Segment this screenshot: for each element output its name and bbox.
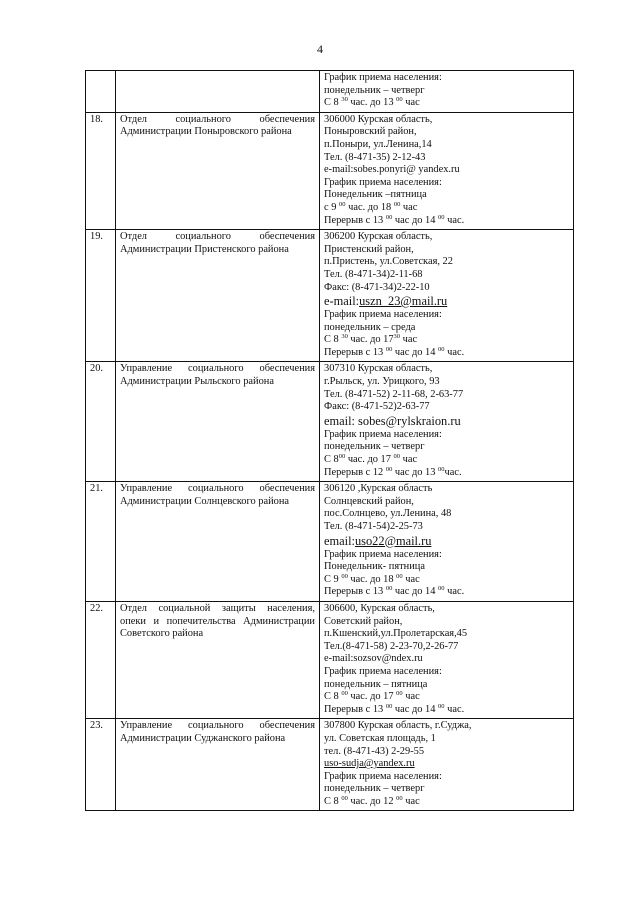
- table-row: [86, 719, 574, 811]
- contact-line: понедельник – пятница: [324, 678, 428, 690]
- row-number: 18.: [86, 112, 116, 229]
- contact-line: График приема населения:: [324, 428, 442, 440]
- registry-rows: [86, 71, 574, 811]
- contact-line: e-mail:sozsov@ndex.ru: [324, 653, 423, 665]
- contact-info: [320, 482, 574, 602]
- row-number: 23.: [86, 719, 116, 811]
- contact-line: ул. Советская площадь, 1: [324, 732, 436, 744]
- contact-line: С $8^{00}$ час. до 17 $^{00}$ час: [324, 453, 418, 466]
- contact-line: Тел. (8-471-35) 2-12-43: [324, 151, 426, 163]
- contact-line: 306200 Курская область,: [324, 231, 433, 243]
- contact-line: С 8 $^{00}$ час. до 12 $^{00}$ час: [324, 794, 420, 807]
- contact-line: График приема населения:: [324, 176, 442, 188]
- row-number: [86, 71, 116, 113]
- contact-line: График приема населения:: [324, 72, 442, 83]
- organization-name: Управление социального обеспечения Администрации Солнцевского района: [116, 482, 320, 602]
- contact-line: п.Поныри, ул.Ленина,14: [324, 138, 432, 150]
- contact-line: С 9 $^{00}$ час. до 18 $^{00}$ час: [324, 572, 420, 585]
- contact-info: [320, 362, 574, 482]
- contact-line: 307800 Курская область, г.Суджа,: [324, 720, 472, 732]
- contact-line: Перерыв с 13 $^{00}$ час до 14 $^{00}$ час.: [324, 702, 465, 715]
- contact-line: Перерыв с 13 $^{00}$ час до 14 $^{00}$ час.: [324, 345, 465, 358]
- contact-line: п.Кшенский,ул.Пролетарская,45: [324, 628, 468, 640]
- table-row: [86, 230, 574, 362]
- organization-name: Отдел социальной защиты населения, опеки и попечительства Администрации Советского района: [116, 601, 320, 718]
- table-row: [86, 71, 574, 113]
- row-number: 19.: [86, 230, 116, 362]
- table-row: [86, 601, 574, 718]
- contact-line: email: sobes@rylskraion.ru: [324, 413, 461, 428]
- page-number: 4: [317, 42, 323, 56]
- contact-line: Перерыв с 13 $^{00}$ час до 14 $^{00}$ час.: [324, 213, 465, 226]
- contact-line: Тел. (8-471-52) 2-11-68, 2-63-77: [324, 388, 464, 400]
- contact-line: 307310 Курская область,: [324, 363, 433, 375]
- contact-line: Советский район,: [324, 615, 403, 627]
- row-number: 21.: [86, 482, 116, 602]
- organization-name: Управление социального обеспечения Администрации Рыльского района: [116, 362, 320, 482]
- contact-line: График приема населения:: [324, 770, 442, 782]
- contact-line: пос.Солнцево, ул.Ленина, 48: [324, 508, 452, 520]
- contact-line: Пристенский район,: [324, 243, 414, 255]
- contact-line: Перерыв с 13 $^{00}$ час до 14 $^{00}$ час.: [324, 585, 465, 598]
- contact-line: e-mail:sobes.ponyri@ yandex.ru: [324, 164, 460, 176]
- contact-line: 306120 ,Курская область: [324, 483, 433, 495]
- row-number: 20.: [86, 362, 116, 482]
- registry-table: [85, 70, 574, 811]
- table-row: [86, 112, 574, 229]
- contact-line: понедельник – четверг: [324, 441, 425, 453]
- contact-info: [320, 71, 574, 113]
- contact-line: uso-sudja@yandex.ru: [324, 758, 415, 770]
- contact-line: тел. (8-471-43) 2-29-55: [324, 745, 425, 757]
- contact-line: Тел.(8-471-58) 2-23-70,2-26-77: [324, 640, 459, 652]
- contact-line: с 9 $^{00}$ час. до 18 $^{00}$ час: [324, 200, 418, 213]
- contact-line: С 8 $^{00}$ час. до 17 $^{00}$ час: [324, 690, 420, 703]
- organization-name: [116, 71, 320, 113]
- contact-line: email:uso22@mail.ru: [324, 533, 432, 548]
- contact-line: Тел. (8-471-34)2-11-68: [324, 268, 423, 280]
- contact-info: [320, 230, 574, 362]
- contact-line: График приема населения:: [324, 548, 442, 560]
- organization-name: Управление социального обеспечения Администрации Суджанского района: [116, 719, 320, 811]
- contact-line: понедельник – четверг: [324, 84, 425, 96]
- contact-line: График приема населения:: [324, 309, 442, 321]
- contact-info: [320, 601, 574, 718]
- contact-line: Понедельник –пятница: [324, 189, 427, 201]
- organization-name: Отдел социального обеспечения Администрации Пристенского района: [116, 230, 320, 362]
- organization-name: Отдел социального обеспечения Администрации Поныровского района: [116, 112, 320, 229]
- contact-info: [320, 112, 574, 229]
- contact-line: Факс: (8-471-34)2-22-10: [324, 281, 430, 293]
- contact-line: График приема населения:: [324, 665, 442, 677]
- table-row: [86, 362, 574, 482]
- contact-line: Понедельник- пятница: [324, 561, 425, 573]
- contact-line: Солнцевский район,: [324, 495, 414, 507]
- contact-line: e-mail:uszn_23@mail.ru: [324, 294, 448, 309]
- contact-line: понедельник – среда: [324, 321, 416, 333]
- contact-line: п.Пристень, ул.Советская, 22: [324, 256, 453, 268]
- contact-info: [320, 719, 574, 811]
- row-number: 22.: [86, 601, 116, 718]
- contact-line: Тел. (8-471-54)2-25-73: [324, 521, 423, 532]
- contact-line: понедельник – четверг: [324, 783, 425, 795]
- contact-line: 306000 Курская область,: [324, 113, 433, 125]
- contact-line: Факс: (8-471-52)2-63-77: [324, 401, 430, 413]
- contact-line: Поныровский район,: [324, 126, 417, 138]
- contact-line: С 8 $^{30}$ час. до $17^{30}$ час: [324, 333, 418, 346]
- table-row: [86, 482, 574, 602]
- contact-line: С 8 $^{30}$ час. до 13 $^{00}$ час: [324, 96, 420, 109]
- contact-line: 306600, Курская область,: [324, 602, 435, 614]
- contact-line: г.Рыльск, ул. Урицкого, 93: [324, 376, 440, 388]
- contact-line: Перерыв с 12 $^{00}$ час до 13 $^{00}$час.: [324, 465, 462, 478]
